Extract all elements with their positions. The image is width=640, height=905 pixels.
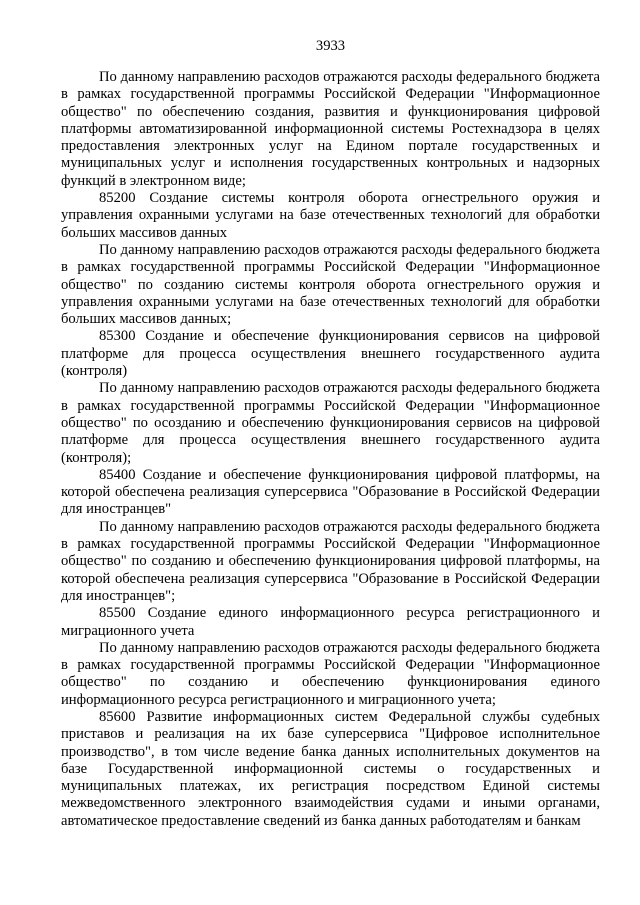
section-heading-85200: 85200 Создание системы контроля оборота огнестрельного оружия и управления охранными услугами на базе отечественных технологий для обработки больших массивов данных xyxy=(61,190,600,241)
paragraph: По данному направлению расходов отражаются расходы федерального бюджета в рамках государственной программы Российской Федерации "Информационное общество" по обеспечению создания, развития и функционирования цифровой платформы автоматизированной информационной системы Ростехнадзора в целях предоставления электронных услуг на Едином портале государственных и муниципальных услуг и исполнения государственных контрольных и надзорных функций в электронном виде; xyxy=(61,69,600,189)
page-number: 3933 xyxy=(315,38,346,54)
section-heading-85500: 85500 Создание единого информационного ресурса регистрационного и миграционного учета xyxy=(61,605,600,639)
section-heading-85300: 85300 Создание и обеспечение функционирования сервисов на цифровой платформе для процесса осуществления внешнего государственного аудита (контроля) xyxy=(61,328,600,380)
paragraph: По данному направлению расходов отражаются расходы федерального бюджета в рамках государственной программы Российской Федерации "Информационное общество" по созданию и обеспечению функционирования единого информационного ресурса регистрационного и миграционного учета; xyxy=(61,639,600,708)
paragraph: По данному направлению расходов отражаются расходы федерального бюджета в рамках государственной программы Российской Федерации "Информационное общество" по созданию и обеспечению функционирования цифровой платформы, на которой обеспечена реализация суперсервиса "Образование в Российской Федерации для иностранцев"; xyxy=(61,518,600,604)
document-page xyxy=(61,38,600,830)
paragraph: По данному направлению расходов отражаются расходы федерального бюджета в рамках государственной программы Российской Федерации "Информационное общество" по осозданию и обеспечению функционирования сервисов на цифровой платформе для процесса осуществления внешнего государственного аудита (контроля); xyxy=(61,380,600,466)
paragraph: По данному направлению расходов отражаются расходы федерального бюджета в рамках государственной программы Российской Федерации "Информационное общество" по созданию системы контроля оборота огнестрельного оружия и управления охранными услугами на базе отечественных технологий для обработки больших массивов данных; xyxy=(61,241,600,328)
section-heading-85600: 85600 Развитие информационных систем Федеральной службы судебных приставов и реализация на их базе суперсервиса "Цифровое исполнительное производство", в том числе ведение банка данных исполнительных документов на базе Государственной информационной системы о государственных и муниципальных платежах, их регистрация посредством Единой системы межведомственного электронного взаимодействия судами и иными органами, автоматическое предоставление сведений из банка данных работодателям и банкам xyxy=(61,708,600,829)
section-heading-85400: 85400 Создание и обеспечение функционирования цифровой платформы, на которой обеспечена реализация суперсервиса "Образование в Российской Федерации для иностранцев" xyxy=(61,466,600,518)
